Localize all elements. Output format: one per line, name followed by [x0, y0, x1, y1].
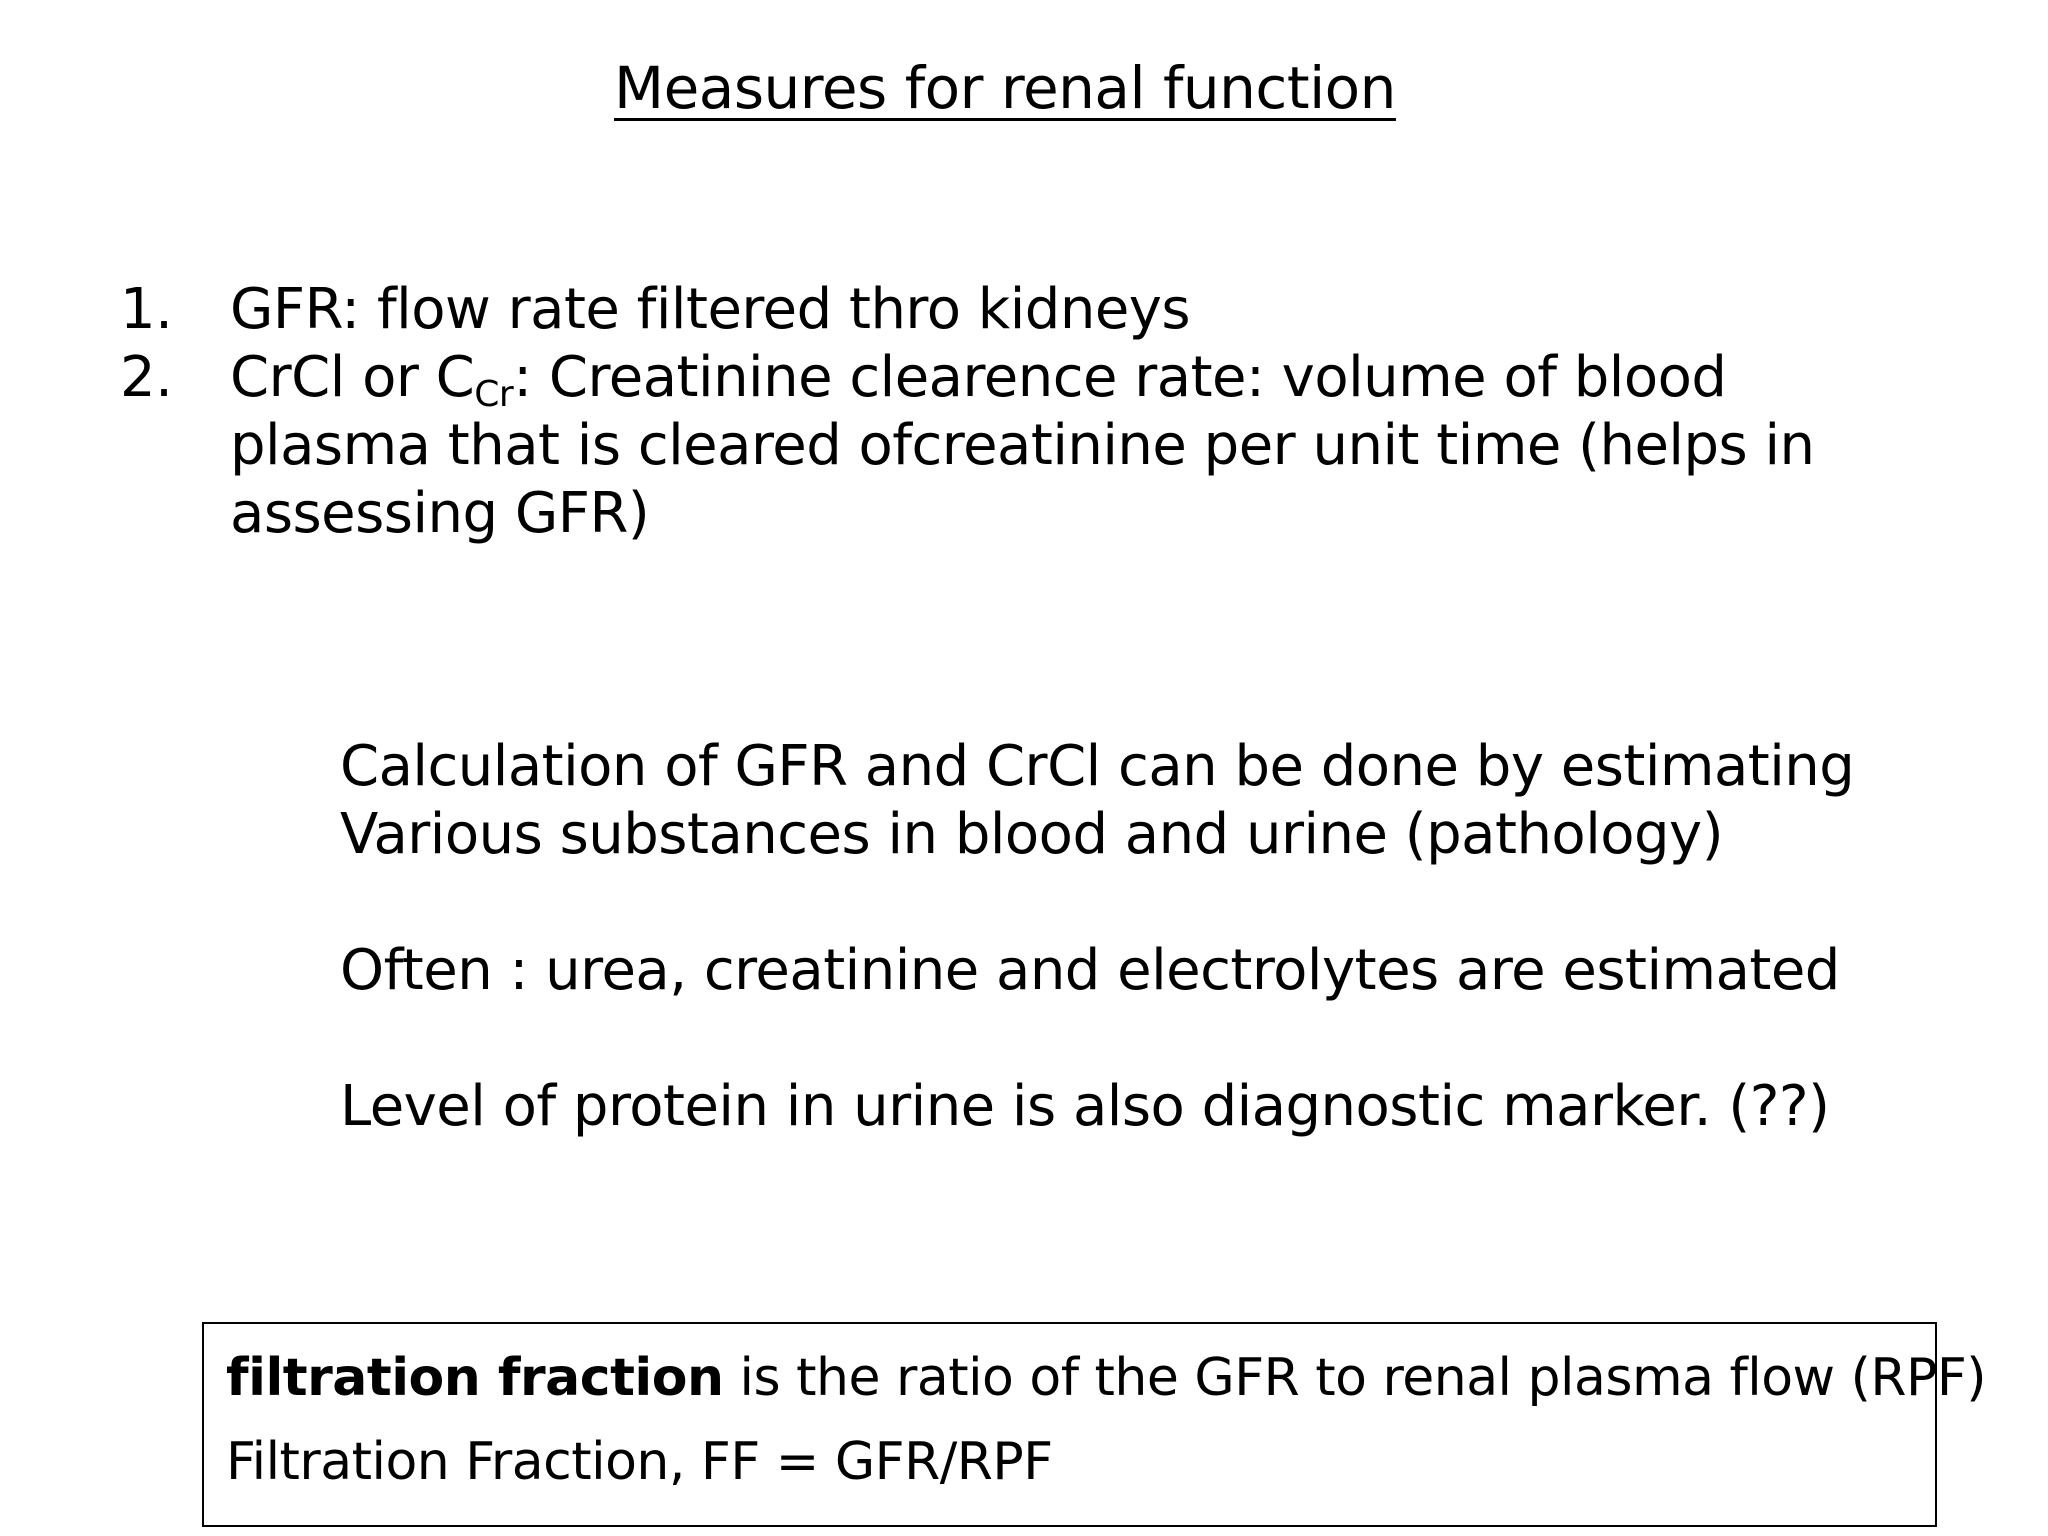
- crcl-subscript: Cr: [474, 374, 514, 415]
- list-number: 1.: [120, 277, 173, 342]
- filtration-fraction-box: [202, 1322, 1987, 1527]
- calculation-note-line-1: Calculation of GFR and CrCl can be done by estimating: [340, 734, 1855, 799]
- notes-block: [340, 733, 1900, 1141]
- page-title: Measures for renal function: [614, 54, 1396, 122]
- list-item-text: [230, 344, 1920, 548]
- protein-note: Level of protein in urine is also diagnostic marker. (??): [340, 1074, 1830, 1139]
- filtration-fraction-formula: Filtration Fraction, FF = GFR/RPF: [226, 1432, 1053, 1492]
- crcl-definition: : Creatinine clearence rate: volume of blood plasma that is cleared ofcreatinine per unit time (helps in assessing GFR): [230, 345, 1815, 546]
- list-item-text: GFR: flow rate filtered thro kidneys: [230, 277, 1191, 342]
- definition-text: is the ratio of the GFR to renal plasma flow (RPF): [723, 1348, 1987, 1408]
- bold-term: filtration fraction: [226, 1348, 724, 1408]
- calculation-note-line-2: Various substances in blood and urine (pathology): [340, 802, 1724, 867]
- calculation-note: [340, 733, 1900, 869]
- filtration-fraction-definition: [226, 1336, 1987, 1420]
- list-number: 2.: [120, 345, 173, 410]
- list-item-crcl: [120, 344, 1920, 548]
- crcl-prefix: CrCl or C: [230, 345, 475, 410]
- often-note: Often : urea, creatinine and electrolytes are estimated: [340, 938, 1840, 1003]
- list-item-gfr: [120, 276, 1920, 344]
- renal-measures-list: [120, 276, 1920, 548]
